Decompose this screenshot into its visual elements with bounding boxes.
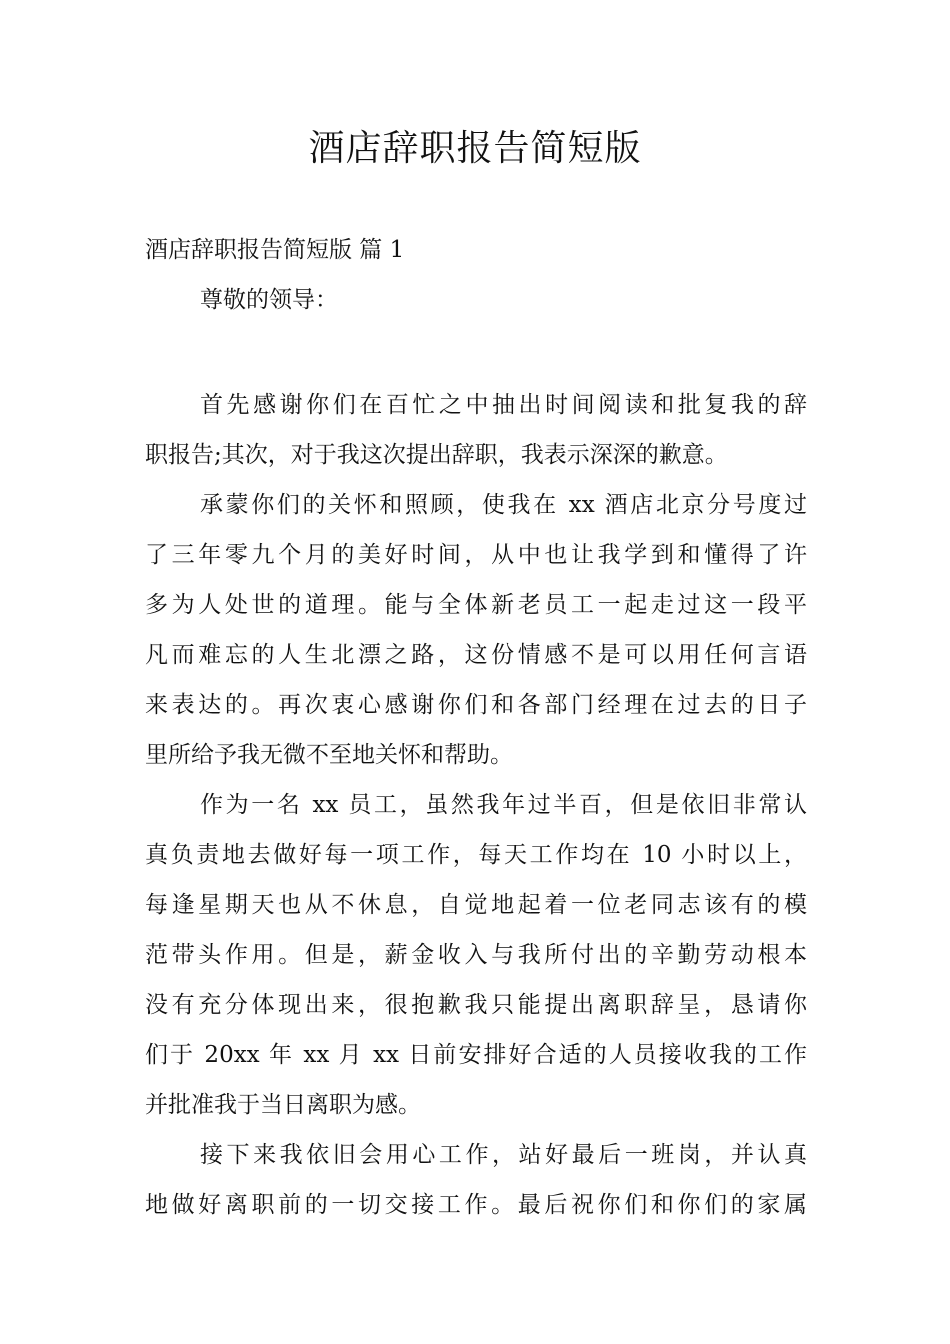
- paragraph-line: 多为人处世的道理。能与全体新老员工一起走过这一段平: [145, 592, 807, 618]
- paragraph-line: 里所给予我无微不至地关怀和帮助。: [145, 742, 513, 768]
- paragraph-line: 了三年零九个月的美好时间，从中也让我学到和懂得了许: [145, 542, 807, 568]
- document-title: 酒店辞职报告简短版: [308, 128, 642, 169]
- letter-body: [145, 380, 807, 1230]
- paragraph-line: 首先感谢你们在百忙之中抽出时间阅读和批复我的辞: [200, 392, 807, 418]
- paragraph-line: 地做好离职前的一切交接工作。最后祝你们和你们的家属: [145, 1192, 807, 1218]
- paragraph: [145, 1130, 807, 1230]
- paragraph-line: 职报告;其次，对于我这次提出辞职，我表示深深的歉意。: [145, 442, 728, 468]
- paragraph-line: 承蒙你们的关怀和照顾，使我在 xx 酒店北京分号度过: [200, 492, 807, 518]
- paragraph-line: 来表达的。再次衷心感谢你们和各部门经理在过去的日子: [145, 692, 807, 718]
- paragraph-line: 真负责地去做好每一项工作，每天工作均在 10 小时以上，: [145, 842, 807, 868]
- paragraph-line: 并批准我于当日离职为感。: [145, 1092, 421, 1118]
- paragraph: [145, 380, 807, 480]
- paragraph-line: 作为一名 xx 员工，虽然我年过半百，但是依旧非常认: [200, 792, 807, 818]
- paragraph-line: 范带头作用。但是，薪金收入与我所付出的辛勤劳动根本: [145, 942, 807, 968]
- salutation: 尊敬的领导：: [200, 287, 338, 313]
- paragraph: [145, 780, 807, 1130]
- paragraph-line: 凡而难忘的人生北漂之路，这份情感不是可以用任何言语: [145, 642, 807, 668]
- paragraph: [145, 480, 807, 780]
- paragraph-line: 没有充分体现出来，很抱歉我只能提出离职辞呈，恳请你: [145, 992, 807, 1018]
- paragraph-line: 们于 20xx 年 xx 月 xx 日前安排好合适的人员接收我的工作: [145, 1042, 807, 1068]
- paragraph-line: 每逢星期天也从不休息，自觉地起着一位老同志该有的模: [145, 892, 807, 918]
- section-heading: 酒店辞职报告简短版 篇 1: [145, 237, 405, 263]
- paragraph-line: 接下来我依旧会用心工作，站好最后一班岗，并认真: [200, 1142, 807, 1168]
